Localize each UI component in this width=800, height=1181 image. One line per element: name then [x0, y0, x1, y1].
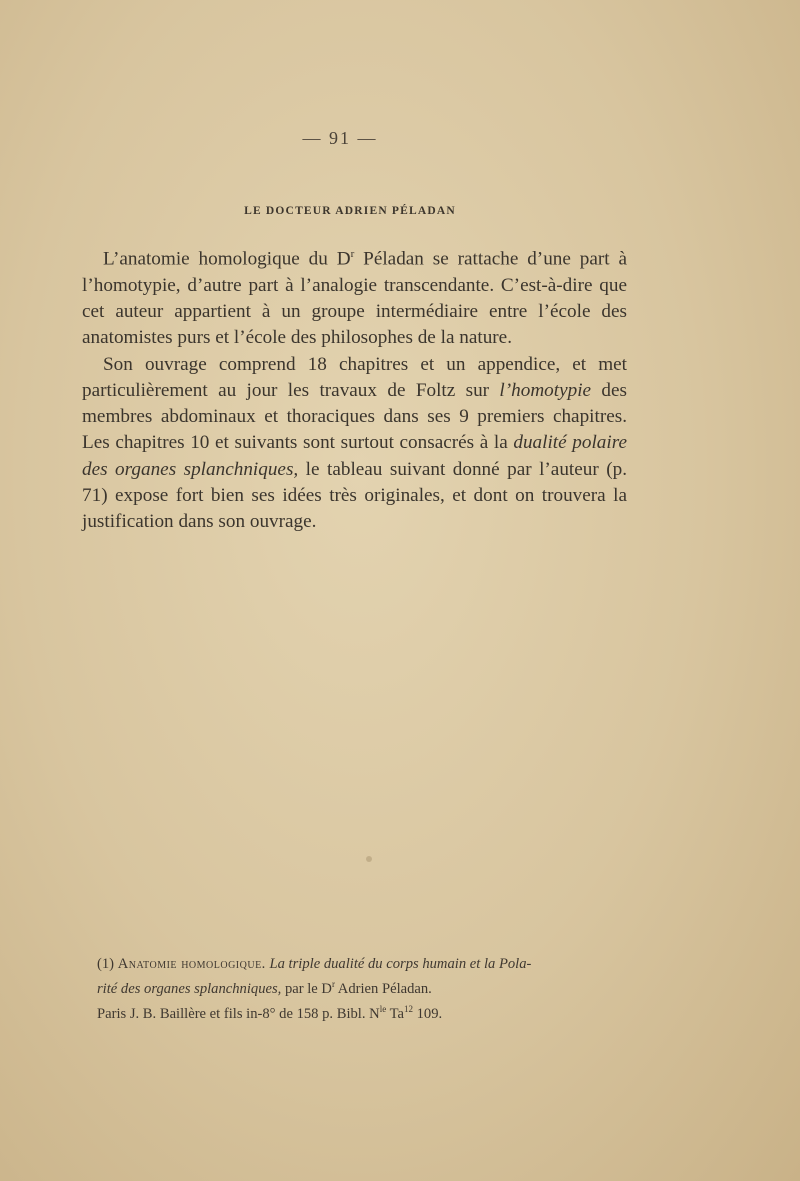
paragraph-1-text-b: Péladan se rattache d’une part à l’homotypie, d’autre part à l’analogie transcendante. C’est-à-dire que cet auteur appartient à un groupe intermédiaire entre l’école des anatomistes purs et l’école des philosophes de la nature.	[82, 248, 627, 349]
italic-dualite-polaire: dualité polaire des organes splanchniques,	[82, 432, 627, 480]
paragraph-2-text-c: le tableau suivant donné par l’auteur (p. 71) expose fort bien ses idées très originales, et dont on trouvera la justification dans son ouvrage.	[82, 458, 627, 533]
page-number: — 91 —	[302, 128, 378, 148]
footnote-call-sup: 12	[403, 1003, 413, 1014]
paragraph-1-text-a: L’anatomie homologique du D	[103, 248, 351, 270]
footnote-by: par le D	[281, 980, 332, 997]
footnote	[97, 954, 627, 1024]
italic-homotypie: l’homotypie	[499, 379, 592, 401]
footnote-line-3	[97, 999, 627, 1024]
footnote-call-num: 109.	[412, 1005, 443, 1022]
paragraph-1	[82, 241, 627, 352]
paper-speck	[366, 856, 372, 862]
footnote-label: Anatomie homologique.	[117, 956, 266, 972]
paragraph-2	[82, 352, 627, 536]
superscript-r: r	[350, 248, 355, 260]
footnote-line-1	[97, 954, 627, 974]
footnote-bibl-sup: le	[379, 1003, 387, 1014]
footnote-call: Ta	[386, 1005, 404, 1022]
footnote-marker: (1)	[97, 956, 115, 972]
footnote-line-2	[97, 974, 627, 999]
paragraph-2-text-a: Son ouvrage comprend 18 chapitres et un appendice, et met particulièrement au jour les travaux de Foltz sur	[82, 353, 627, 401]
footnote-by-sup: r	[331, 979, 335, 989]
footnote-title: La triple dualité du corps humain et la Pola-	[269, 956, 532, 972]
body-text	[82, 241, 627, 536]
chapter-title: LE DOCTEUR ADRIEN PÉLADAN	[244, 205, 456, 217]
paragraph-2-text-b: des membres abdominaux et thoraciques dans ses 9 premiers chapitres. Les chapitres 10 et suivants sont surtout consacrés à la	[82, 379, 628, 454]
footnote-publisher: Paris J. B. Baillère et fils in-8° de 158 p. Bibl. N	[97, 1005, 380, 1022]
footnote-title-cont: rité des organes splanchniques,	[97, 980, 282, 997]
footnote-author: Adrien Péladan.	[334, 980, 432, 997]
